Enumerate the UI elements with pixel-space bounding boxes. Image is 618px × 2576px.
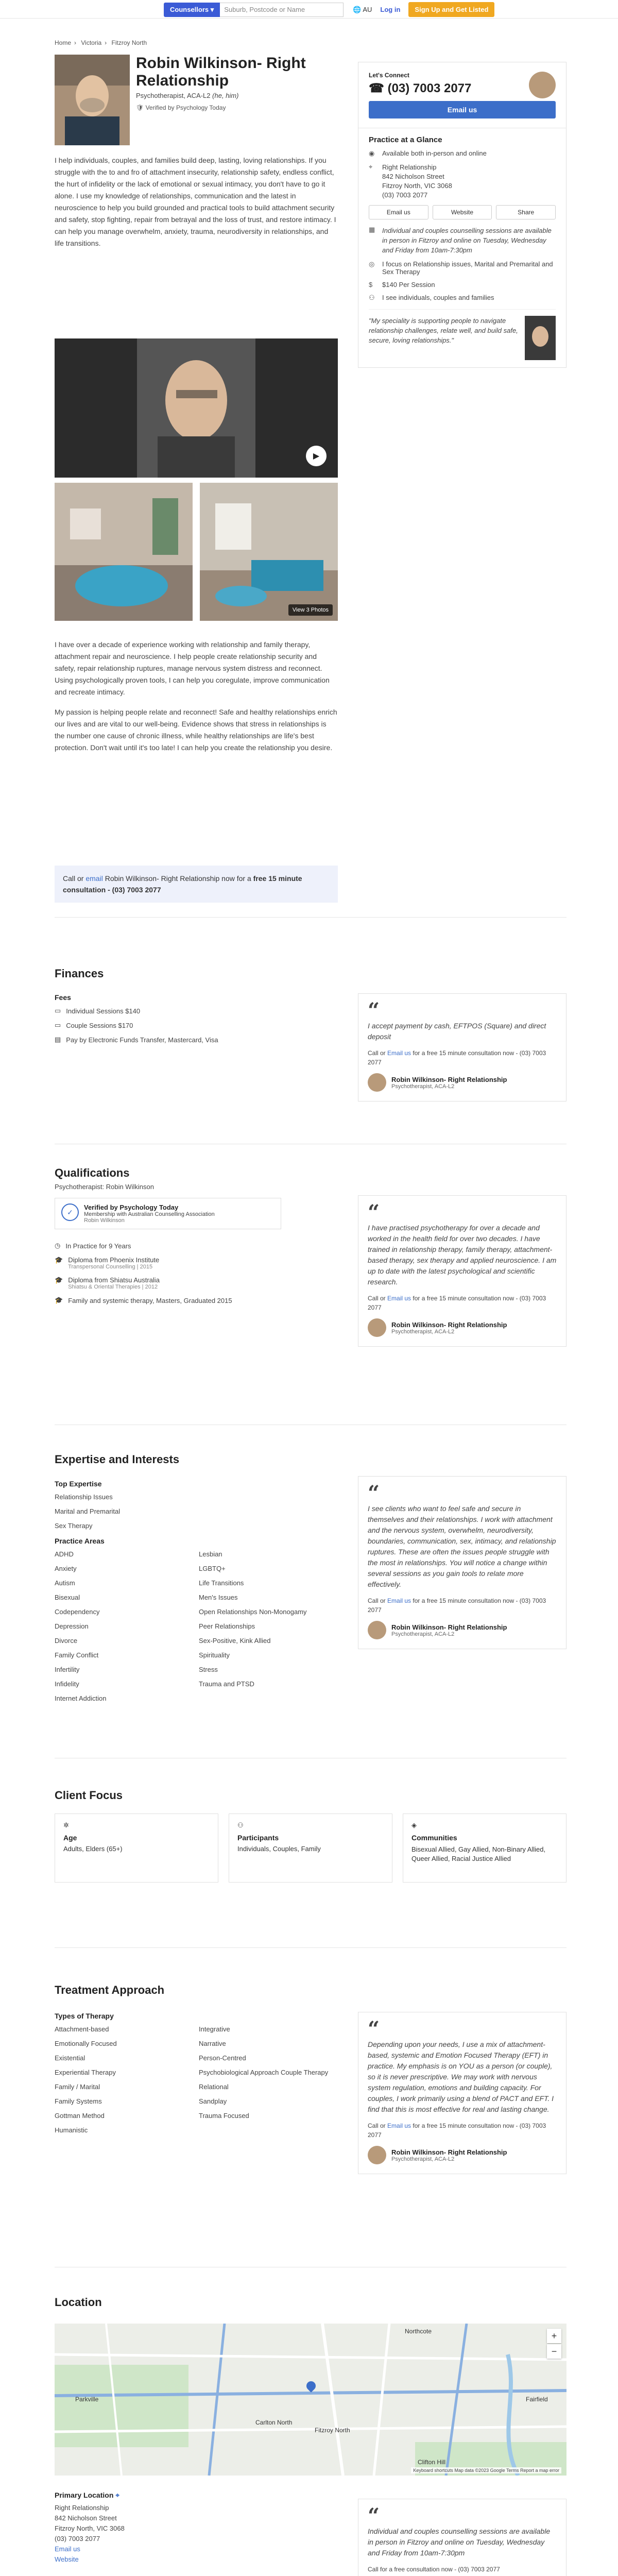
quote-call: Call or <box>368 1049 388 1057</box>
qualifications-quote-card <box>358 1195 566 1347</box>
expertise-quote-card <box>358 1476 566 1649</box>
location-title: Location <box>55 2296 102 2309</box>
photo-gallery <box>55 483 338 621</box>
fee-item: Couple Sessions $170 <box>66 1021 133 1029</box>
top-expertise-title: Top Expertise <box>55 1480 102 1488</box>
therapy-type: Experiential Therapy <box>55 2069 116 2076</box>
therapy-type: Family Systems <box>55 2097 102 2105</box>
zoom-in-button[interactable]: + <box>547 2329 561 2343</box>
sees-text: I see individuals, couples and families <box>382 294 494 301</box>
quote-icon: “ <box>368 998 380 1023</box>
expertise-item: Sex Therapy <box>55 1522 93 1530</box>
glance-email-button[interactable]: Email us <box>369 205 428 219</box>
practice-area: Open Relationships Non-Monogamy <box>199 1608 307 1616</box>
practice-area: Trauma and PTSD <box>199 1680 254 1688</box>
fees-title: Fees <box>55 993 71 1002</box>
author-name: Robin Wilkinson- Right Relationship <box>391 2148 507 2156</box>
author-name: Robin Wilkinson- Right Relationship <box>391 1075 507 1083</box>
participants-label: Participants <box>237 1834 279 1842</box>
treatment-block <box>55 2012 343 2141</box>
practice-area: Depression <box>55 1622 89 1630</box>
phone-text: (03) 7003 2077 <box>387 81 472 95</box>
diploma-icon: 🎓 <box>55 1256 63 1264</box>
fee-icon: $ <box>369 281 373 289</box>
communities-label: Communities <box>411 1834 457 1842</box>
address-line: Fitzroy North, VIC 3068 <box>55 2524 125 2532</box>
top-navigation <box>0 0 618 19</box>
location-email-link[interactable]: Email us <box>55 2545 80 2553</box>
availability-text: Available both in-person and online <box>382 149 487 157</box>
address-phone[interactable]: (03) 7003 2077 <box>382 191 428 199</box>
contact-box <box>358 62 566 128</box>
fee-icon: ▭ <box>55 1007 61 1014</box>
diploma: Diploma from Phoenix Institute <box>68 1256 160 1264</box>
bio-paragraph: I have over a decade of experience working with relationship and family therapy, attachment repair and neuroscience. I help people create relationship security and safety, repair relationship ruptures, manage nervous system distress and reconnect. Using psychologically proven tools, I can help you coregulate, improve communication and recreate intimacy. <box>55 640 330 696</box>
verified-badge[interactable] <box>136 104 226 111</box>
bio-paragraph: I help individuals, couples, and families build deep, lasting, loving relationships. If you struggle with the to and fro of attachment insecurity, relationship safety, endless conflict, the hurt of infidelity or the lack of emotional or sexual intimacy, you don't have to go it alone. I use my knowledge of relationships, communication and the latest in neuroscience to help you build grounded and practical tools to build attachment security and safety, stop fighting, repair from betrayal and the loss of trust, and restore intimacy. I can help you manage overwhelm, anxiety, trauma, neurodiversity in relationships, and life transitions. <box>55 156 336 247</box>
counsellors-dropdown[interactable]: Counsellors ▾ <box>164 3 220 17</box>
bio-paragraph: My passion is helping people relate and reconnect! Safe and healthy relationships enrich our lives and are vital to our well-being. Evidence shows that stress in relationships is the number one cause of chronic illness, while healthy relationships are life's best protection. Don't wait until it's too late! I can help you create the relationship you desire. <box>55 708 337 752</box>
diploma-icon: 🎓 <box>55 1276 63 1284</box>
practice-areas-title: Practice Areas <box>55 1537 105 1545</box>
region-label: AU <box>363 5 372 13</box>
address-line: 842 Nicholson Street <box>382 173 444 180</box>
search-input[interactable] <box>220 3 344 17</box>
bio-section <box>55 155 338 258</box>
address-phone[interactable]: (03) 7003 2077 <box>55 2535 100 2543</box>
communities-value: Bisexual Allied, Gay Allied, Non-Binary Allied, Queer Allied, Racial Justice Allied <box>411 1845 546 1862</box>
verified-card[interactable] <box>55 1198 281 1229</box>
office-photo[interactable] <box>200 483 338 621</box>
practice-area: Spirituality <box>199 1651 230 1659</box>
author-name: Robin Wilkinson- Right Relationship <box>391 1320 507 1329</box>
quote-icon: “ <box>368 1481 380 1505</box>
communities-icon: ◈ <box>411 1821 417 1829</box>
author-avatar <box>368 2146 386 2164</box>
quote-call: Call or <box>368 1295 388 1302</box>
treatment-title: Treatment Approach <box>55 1984 165 1996</box>
phone-icon: ☎ <box>369 81 384 95</box>
author-role: Psychotherapist, ACA-L2 <box>391 1328 455 1335</box>
cta-middle: Robin Wilkinson- Right Relationship now for a <box>102 874 253 883</box>
focus-icon: ◎ <box>369 260 375 268</box>
divider <box>55 917 566 918</box>
quote-text: Depending upon your needs, I use a mix of attachment-based, systemic and Emotion Focused Therapy (EFT) in practice. My emphasis is on YOU as a person (or couple), so it is never prescriptive. We may work with nervous system regulation, emotions and building capacity. For couples, I work primarily using a blend of PACT and EFT. I find that this is most effective for real and lasting change. <box>368 2040 554 2113</box>
cta-bold: free 15 minute consultation - (03) 7003 2077 <box>63 874 302 894</box>
breadcrumb-state[interactable]: Victoria <box>81 39 102 46</box>
qualifications-title: Qualifications <box>55 1166 130 1179</box>
location-pin-icon: ⌖ <box>115 2491 120 2499</box>
quote-call: for a free 15 minute consultation now - (03) 7003 2077 <box>368 2122 546 2139</box>
breadcrumb: Home › Victoria › Fitzroy North <box>55 39 147 46</box>
primary-location <box>55 2491 312 2565</box>
practice-area: Family Conflict <box>55 1651 99 1659</box>
signup-button[interactable]: Sign Up and Get Listed <box>408 2 494 17</box>
map-label: Northcote <box>405 2328 432 2335</box>
cta-email-link[interactable]: email <box>85 874 103 883</box>
quote-email-link[interactable]: Email us <box>387 1295 411 1302</box>
glance-title: Practice at a Glance <box>369 135 442 144</box>
phone-number[interactable] <box>369 81 556 96</box>
expertise-block <box>55 1480 343 1709</box>
age-label: Age <box>63 1834 77 1842</box>
practice-area: Infertility <box>55 1666 80 1673</box>
verified-name: Robin Wilkinson <box>84 1217 125 1224</box>
quote-email-link[interactable]: Email us <box>387 2122 411 2129</box>
practice-area: Men's Issues <box>199 1594 238 1601</box>
therapy-type: Gottman Method <box>55 2112 105 2120</box>
quote-icon: “ <box>368 1200 380 1225</box>
login-link[interactable]: Log in <box>380 6 401 13</box>
sidebar-avatar <box>529 72 556 98</box>
quote-call: for a free 15 minute consultation now - (03) 7003 2077 <box>368 1295 546 1311</box>
contact-label: Let's Connect <box>369 72 409 79</box>
therapy-type: Narrative <box>199 2040 226 2047</box>
verified-membership: Membership with Australian Counselling Association <box>84 1211 215 1217</box>
map-credits[interactable]: Keyboard shortcuts Map data ©2023 Google Terms Report a map error <box>411 2467 561 2473</box>
expertise-item: Relationship Issues <box>55 1493 113 1501</box>
qualifications-block <box>55 1183 343 1311</box>
sessions-text: Individual and couples counselling sessions are available in person in Fitzroy and online on Tuesday, Wednesday and Friday from 10am-7:30pm <box>382 227 552 254</box>
consultation-callout <box>55 866 338 903</box>
author-name: Robin Wilkinson- Right Relationship <box>391 1623 507 1631</box>
therapy-type: Family / Marital <box>55 2083 100 2091</box>
office-photo[interactable] <box>55 483 193 621</box>
diploma-detail: Shiatsu & Oriental Therapies | 2012 <box>68 1284 158 1290</box>
payment-methods: Pay by Electronic Funds Transfer, Mastercard, Visa <box>66 1036 218 1044</box>
glance-share-button[interactable]: Share <box>496 205 556 219</box>
therapy-type: Psychobiological Approach Couple Therapy <box>199 2069 329 2076</box>
treatment-quote-card <box>358 2012 566 2174</box>
therapy-type: Sandplay <box>199 2097 227 2105</box>
profile-name: Robin Wilkinson- Right Relationship <box>136 55 306 89</box>
cta-prefix: Call or <box>63 874 86 883</box>
therapy-type: Existential <box>55 2054 85 2062</box>
quote-thumbnail[interactable] <box>525 316 556 360</box>
age-value: Adults, Elders (65+) <box>63 1845 123 1853</box>
credentials-text: Psychotherapist, ACA-L2 <box>136 92 211 99</box>
therapy-type: Humanistic <box>55 2126 88 2134</box>
practice-area: Bisexual <box>55 1594 80 1601</box>
quote-email-link[interactable]: Email us <box>387 1049 411 1057</box>
practice-area: Internet Addiction <box>55 1694 107 1702</box>
masters: Family and systemic therapy, Masters, Graduated 2015 <box>68 1296 232 1304</box>
address-line: 842 Nicholson Street <box>55 2514 117 2522</box>
people-icon: ⚇ <box>369 294 375 301</box>
verified-text: Verified by Psychology Today <box>145 104 226 111</box>
breadcrumb-suburb[interactable]: Fitzroy North <box>111 39 147 46</box>
practice-glance <box>358 128 566 367</box>
calendar-icon: ▦ <box>369 226 375 233</box>
fee-icon: ▭ <box>55 1021 61 1029</box>
region-selector[interactable]: 🌐 AU <box>353 5 372 13</box>
location-pin-icon: ⌖ <box>369 163 373 171</box>
search-placeholder: Suburb, Postcode or Name <box>224 6 305 13</box>
author-avatar <box>368 1318 386 1337</box>
fee-text: $140 Per Session <box>382 281 435 289</box>
counsellors-label: Counsellors <box>170 6 209 13</box>
quote-call: for a free 15 minute consultation now - (03) 7003 2077 <box>368 1597 546 1614</box>
diploma: Diploma from Shiatsu Australia <box>68 1276 160 1284</box>
finances-title: Finances <box>55 967 104 980</box>
practice-area: Anxiety <box>55 1565 77 1572</box>
check-shield-icon: 🛡 <box>136 104 144 111</box>
map-label: Carlton North <box>255 2419 293 2426</box>
fees-block <box>55 993 322 1050</box>
practice-area: Infidelity <box>55 1680 79 1688</box>
practice-area: Codependency <box>55 1608 100 1616</box>
quote-email-link[interactable]: Email us <box>387 1597 411 1604</box>
therapy-type: Relational <box>199 2083 229 2091</box>
practice-area: Stress <box>199 1666 218 1673</box>
zoom-out-button[interactable]: − <box>547 2344 561 2359</box>
pronouns-text: (he, him) <box>212 92 239 99</box>
age-card <box>55 1814 218 1883</box>
quote-icon: “ <box>368 2017 380 2041</box>
person-icon: ◉ <box>369 149 375 157</box>
quote-icon: “ <box>368 2504 380 2528</box>
bio-more <box>55 639 338 762</box>
glance-website-button[interactable]: Website <box>433 205 492 219</box>
therapy-type: Trauma Focused <box>199 2112 249 2120</box>
verified-seal-icon: ✓ <box>61 1204 79 1221</box>
qual-subtitle: Psychotherapist: Robin Wilkinson <box>55 1183 154 1191</box>
diploma-icon: 🎓 <box>55 1296 63 1304</box>
communities-card <box>403 1814 566 1883</box>
map-label: Clifton Hill <box>418 2459 446 2466</box>
quote-call: Call or <box>368 1597 388 1604</box>
email-button[interactable]: Email us <box>369 101 556 118</box>
participants-icon: ⚇ <box>237 1821 244 1829</box>
types-title: Types of Therapy <box>55 2012 114 2020</box>
address-line: Right Relationship <box>382 163 437 171</box>
author-role: Psychotherapist, ACA-L2 <box>391 2156 455 2162</box>
intro-video[interactable] <box>55 338 338 478</box>
profile-photo <box>55 55 130 145</box>
map-label: Parkville <box>75 2396 99 2403</box>
practice-area: ADHD <box>55 1550 74 1558</box>
practice-area: Life Transitions <box>199 1579 244 1587</box>
profile-credentials <box>136 92 238 99</box>
location-quote-card <box>358 2499 566 2576</box>
fee-item: Individual Sessions $140 <box>66 1007 141 1015</box>
author-avatar <box>368 1073 386 1092</box>
focus-text: I focus on Relationship issues, Marital and Premarital and Sex Therapy <box>382 260 553 276</box>
author-role: Psychotherapist, ACA-L2 <box>391 1083 455 1090</box>
practice-area: Sex-Positive, Kink Allied <box>199 1637 271 1645</box>
quote-text: I have practised psychotherapy for over a decade and worked in the health field for over two decades. I have trained in relationship therapy, family therapy, attachment-based therapy, sex therapy and applied neuroscience. I am up to date with the latest psychological and scientific research. <box>368 1224 557 1286</box>
verified-title: Verified by Psychology Today <box>84 1204 179 1211</box>
therapy-type: Person-Centred <box>199 2054 246 2062</box>
address-line: Right Relationship <box>55 2504 109 2512</box>
map-label: Fitzroy North <box>315 2427 350 2434</box>
quote-call: Call or <box>368 2122 388 2129</box>
quote-text: I see clients who want to feel safe and secure in themselves and their relationships. I work with attachment and the nervous system, overwhelm, neurodiversity, boundaries, communication, sex, intimacy, and relationship ruptures. These are often the issues people struggle with the most in relationships. You will notice a change within several sessions as you gain tools to relate more effectively. <box>368 1504 556 1588</box>
card-icon: ▤ <box>55 1036 61 1043</box>
quote-call: Call for a free consultation now - (03) 7003 2077 <box>368 2566 500 2573</box>
expertise-title: Expertise and Interests <box>55 1453 180 1466</box>
practice-area: Peer Relationships <box>199 1622 255 1630</box>
participants-card <box>229 1814 392 1883</box>
practice-area: Lesbian <box>199 1550 222 1558</box>
expertise-item: Marital and Premarital <box>55 1507 121 1515</box>
practice-area: Autism <box>55 1579 75 1587</box>
therapy-type: Attachment-based <box>55 2025 109 2033</box>
contact-sidebar <box>358 62 566 368</box>
play-icon[interactable]: ▶ <box>306 446 327 466</box>
therapy-type: Integrative <box>199 2025 230 2033</box>
clock-icon: ◷ <box>55 1242 61 1249</box>
view-photos-button[interactable]: View 3 Photos <box>288 604 333 616</box>
glance-quote: "My speciality is supporting people to navigate relationship challenges, relate well, and build safe, secure, loving relationships." <box>369 317 518 344</box>
divider <box>55 1947 566 1948</box>
map[interactable] <box>55 2324 566 2476</box>
breadcrumb-home[interactable]: Home <box>55 39 72 46</box>
quote-call: for a free 15 minute consultation now - (03) 7003 2077 <box>368 1049 546 1066</box>
practice-area: Divorce <box>55 1637 78 1645</box>
map-label: Fairfield <box>526 2396 548 2403</box>
primary-location-title: Primary Location <box>55 2491 114 2499</box>
diploma-detail: Transpersonal Counselling | 2015 <box>68 1264 153 1270</box>
address-line: Fitzroy North, VIC 3068 <box>382 182 452 190</box>
author-role: Psychotherapist, ACA-L2 <box>391 1631 455 1637</box>
practice-area: LGBTQ+ <box>199 1565 226 1572</box>
location-website-link[interactable]: Website <box>55 2555 79 2563</box>
quote-text: Individual and couples counselling sessions are available in person in Fitzroy and online on Tuesday, Wednesday and Friday from 10am-7:30pm <box>368 2527 551 2557</box>
age-icon: ✲ <box>63 1821 69 1829</box>
author-avatar <box>368 1621 386 1639</box>
finances-quote-card <box>358 993 566 1101</box>
participants-value: Individuals, Couples, Family <box>237 1845 321 1853</box>
client-focus-title: Client Focus <box>55 1789 123 1802</box>
therapy-type: Emotionally Focused <box>55 2040 117 2047</box>
years-in-practice: In Practice for 9 Years <box>65 1242 131 1250</box>
quote-text: I accept payment by cash, EFTPOS (Square) and direct deposit <box>368 1022 546 1041</box>
